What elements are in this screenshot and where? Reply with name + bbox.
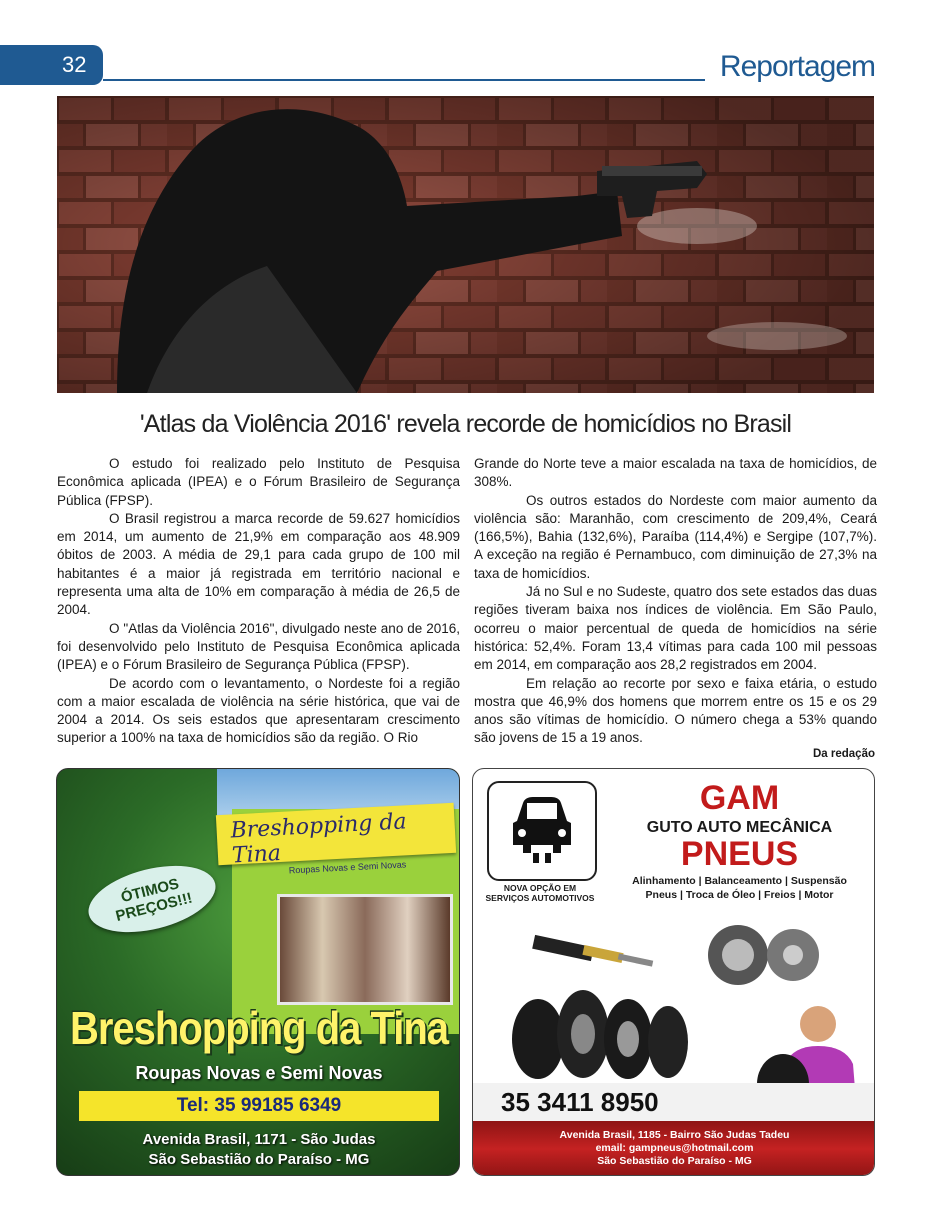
ad-phone: Tel: 35 99185 6349: [176, 1095, 342, 1116]
article-column-left: [57, 455, 460, 748]
ad-brand-name: Breshopping da Tina: [69, 1003, 449, 1055]
gam-email: email: gampneus@hotmail.com: [595, 1142, 754, 1154]
ad-gam: [472, 768, 875, 1176]
gam-services-line2: Pneus | Troca de Óleo | Freios | Motor: [645, 889, 834, 901]
gam-address: Avenida Brasil, 1185 - Bairro São Judas Tadeu: [559, 1129, 790, 1141]
car-icon: [489, 783, 595, 879]
article-headline: 'Atlas da Violência 2016' revela recorde de homicídios no Brasil: [139, 410, 792, 438]
gam-services-line1: Alinhamento | Balanceamento | Suspensão: [632, 875, 847, 887]
article-column-right: [474, 455, 877, 748]
store-sign-script: Breshopping da Tina: [230, 809, 408, 869]
page-number-tab: [0, 45, 103, 85]
gam-logo-box: [487, 781, 597, 881]
ad-phone-bar: [79, 1091, 439, 1121]
ad-address-line1: Avenida Brasil, 1171 - São Judas: [142, 1131, 376, 1148]
gam-phone: 35 3411 8950: [501, 1087, 659, 1117]
ad-breshopping: [56, 768, 460, 1176]
ad-address-line2: São Sebastião do Paraíso - MG: [148, 1151, 370, 1168]
gam-pneus: PNEUS: [680, 835, 799, 873]
shock-absorber-icon: [523, 919, 663, 989]
gam-brand: GAM: [699, 779, 780, 817]
article-paragraph: Já no Sul e no Sudeste, quatro dos sete estados das duas regiões tiveram baixa nos índices de violência. Em São Paulo, ocorreu o maior percentual de queda de homicídios na série histórica: 52,4%. Foram 13,4 vítimas para cada 100 mil pessoas em 2014, em comparação aos 28,2 registrados em 2004.: [474, 584, 877, 673]
hooded-gunman-illustration: [57, 96, 874, 393]
article-paragraph-continuation: Grande do Norte teve a maior escalada na taxa de homicídios, de 308%.: [474, 456, 877, 490]
article-paragraph: Os outros estados do Nordeste com maior aumento da violência são: Maranhão, com crescimento de 209,4%, Ceará (166,5%), Bahia (132,6%), Paraíba (114,4%) e Sergipe (107,7%). A exceção na região é Pernambuco, com diminuição de 27,3% na taxa de homicídios.: [474, 492, 877, 581]
store-window: [277, 894, 453, 1005]
brake-disc-icon: [693, 917, 843, 992]
article-byline: Da redação: [812, 748, 875, 760]
price-badge: [82, 854, 223, 944]
article-paragraph: O "Atlas da Violência 2016", divulgado neste ano de 2016, foi desenvolvido pelo Instituto de Pesquisa Econômica aplicada (IPEA) e o Fórum Brasileiro de Segurança Pública (FPSP).: [57, 620, 460, 673]
store-sign-sub: Roupas Novas e Semi Novas: [288, 859, 407, 876]
tires-icon: [503, 984, 703, 1084]
article-paragraph: O Brasil registrou a marca recorde de 59.627 homicídios em 2014, um aumento de 21,9% em comparação aos 48.909 óbitos de 2003. A média de 29,1 para cada grupo de 100 mil habitantes é a maior já registrada em território nacional e representa uma alta de 10% em comparação à média de 26,5 de 2004.: [57, 510, 460, 618]
gam-city: São Sebastião do Paraíso - MG: [597, 1155, 752, 1167]
page-number: 32: [62, 52, 87, 77]
gam-logo-caption: NOVA OPÇÃO EM SERVIÇOS AUTOMOTIVOS: [485, 883, 595, 903]
article-paragraph: De acordo com o levantamento, o Nordeste foi a região com a maior escalada de violência na série histórica, que vai de 2004 a 2014. Os seis estados que apresentaram crescimento superior a 100% na taxa de homicídios são da região. O Rio: [57, 675, 460, 746]
section-title: Reportagem: [719, 50, 875, 83]
article-paragraph: O estudo foi realizado pelo Instituto de Pesquisa Econômica aplicada (IPEA) e o Fórum Brasileiro de Segurança Pública (FPSP).: [57, 456, 460, 508]
price-badge-text: ÓTIMOS PREÇOS!!!: [113, 875, 195, 925]
ad-tagline: Roupas Novas e Semi Novas: [135, 1063, 383, 1083]
header-rule: [103, 79, 705, 81]
gam-subtitle: GUTO AUTO MECÂNICA: [646, 819, 833, 836]
article-paragraph: Em relação ao recorte por sexo e faixa etária, o estudo mostra que 46,9% dos homens que morrem entre os 15 e os 29 anos são vítimas de homicídio. O número chega a 53% quando são jovens de 15 a 19 anos.: [474, 675, 877, 746]
hero-image: [57, 96, 874, 393]
